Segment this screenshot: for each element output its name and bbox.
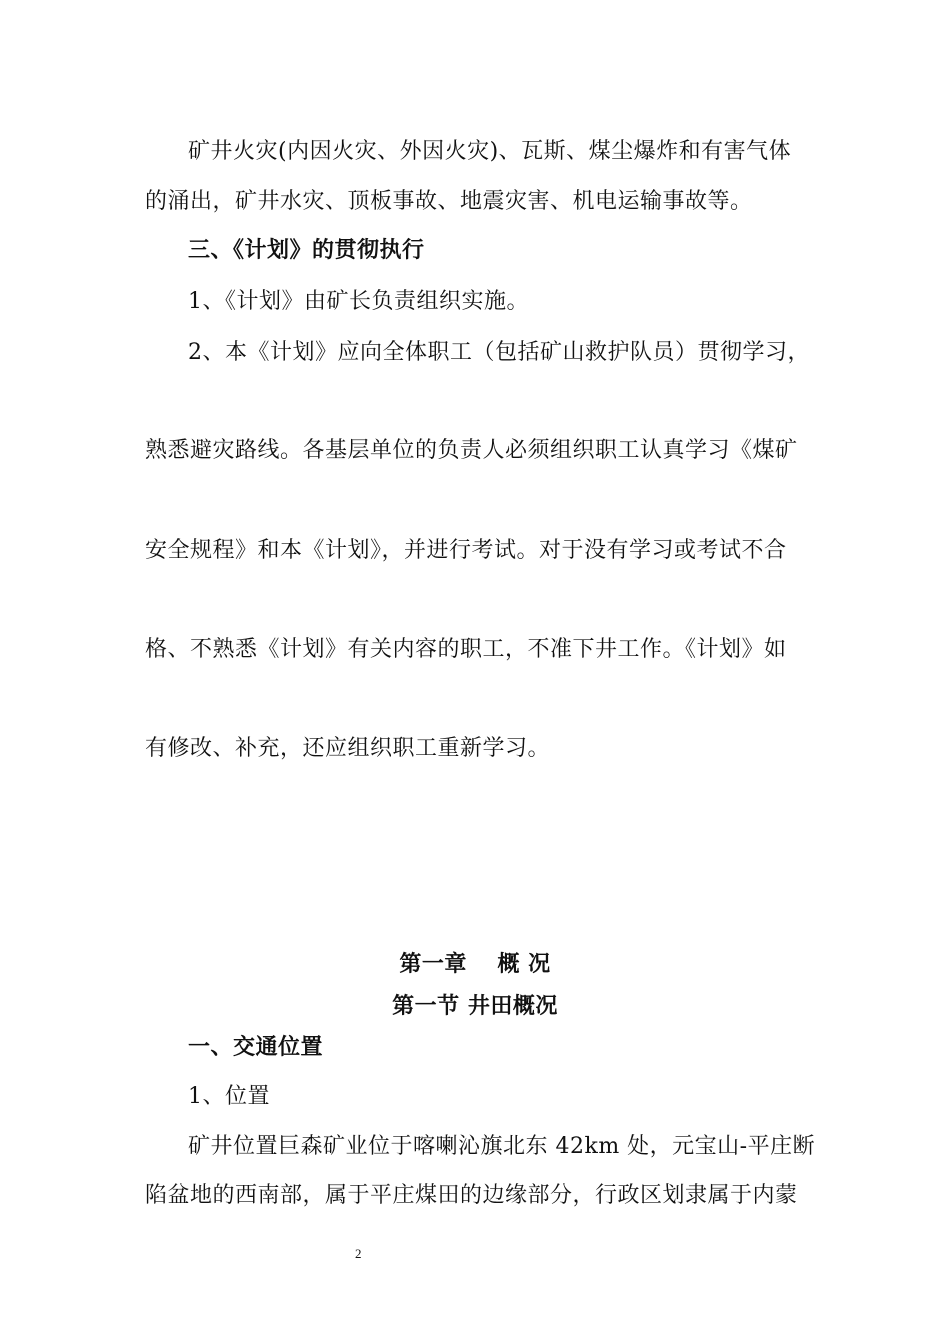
paragraph-line: 安全规程》和本《计划》，并进行考试。对于没有学习或考试不合 — [145, 538, 787, 563]
paragraph-line: 格、不熟悉《计划》有关内容的职工，不准下井工作。《计划》如 — [145, 637, 787, 662]
paragraph-line: 矿井位置巨森矿业位于喀喇沁旗北东 42km 处，元宝山-平庄断 — [188, 1134, 816, 1159]
sub-heading: 一、交通位置 — [188, 1035, 324, 1060]
section-title: 第一节 井田概况 — [392, 994, 558, 1019]
chapter-title: 第一章 概 况 — [399, 952, 551, 977]
paragraph-line: 陷盆地的西南部，属于平庄煤田的边缘部分，行政区划隶属于内蒙 — [145, 1183, 798, 1208]
page-number: 2 — [355, 1246, 362, 1261]
paragraph-line: 矿井火灾(内因火灾、外因火灾)、瓦斯、煤尘爆炸和有害气体 — [188, 139, 792, 164]
paragraph-line: 的涌出，矿井水灾、顶板事故、地震灾害、机电运输事故等。 — [145, 189, 753, 214]
list-item: 1、位置 — [188, 1084, 270, 1109]
list-item: 2、本《计划》应向全体职工（包括矿山救护队员）贯彻学习， — [188, 340, 810, 365]
paragraph-line: 熟悉避灾路线。各基层单位的负责人必须组织职工认真学习《煤矿 — [145, 438, 798, 463]
section-heading: 三、《计划》的贯彻执行 — [188, 238, 425, 263]
list-item: 1、《计划》由矿长负责组织实施。 — [188, 289, 529, 314]
paragraph-line: 有修改、补充，还应组织职工重新学习。 — [145, 736, 551, 761]
